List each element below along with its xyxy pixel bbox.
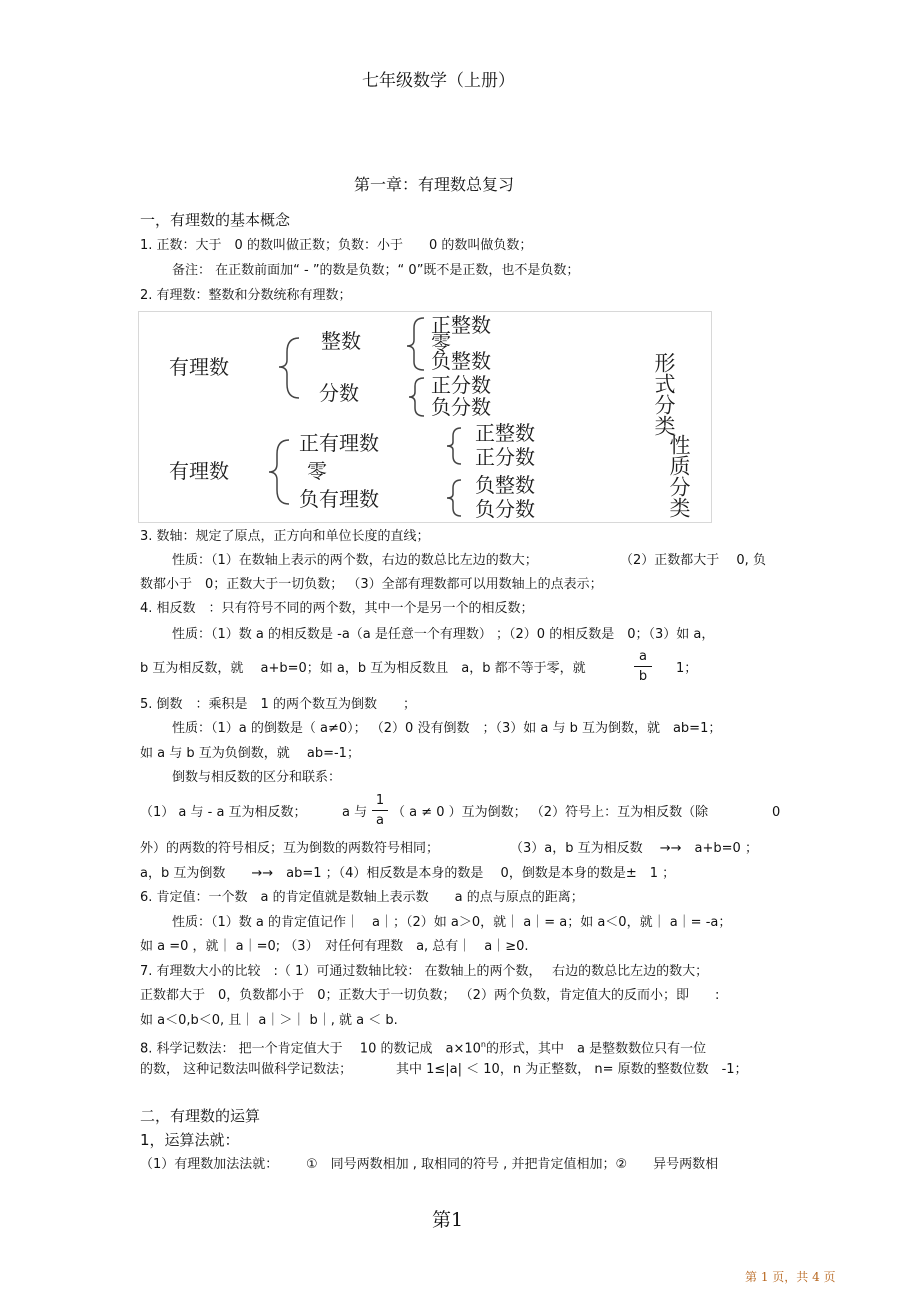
paragraph: 如 a＜0,b＜0, 且｜ a｜＞｜ b｜, 就 a ＜ b. [140, 1013, 398, 1028]
text-run: 的形式，其中 a 是整数数位只有一位 [485, 1041, 707, 1057]
paragraph: （1）有理数加法法就： [140, 1157, 279, 1172]
diagram-zero: 零 [307, 459, 327, 483]
brace [447, 480, 461, 516]
paragraph: a 与 [342, 805, 368, 820]
paragraph: 0 [772, 805, 781, 820]
superscript: n [480, 1040, 486, 1049]
diagram-zero: 零 [431, 331, 451, 355]
paragraph: 5. 倒数 ：乘积是 1 的两个数互为倒数 ； [140, 697, 416, 712]
diagram-negative-integer: 负整数 [431, 349, 491, 373]
diagram-positive-integer: 正整数 [431, 313, 491, 337]
diagram-negative-fraction: 负分数 [431, 395, 491, 419]
diagram-label-nature: 性质分类 [667, 434, 691, 518]
page-footer: 第 1 页，共 4 页 [745, 1270, 836, 1284]
paragraph: 备注： 在正数前面加“ - ”的数是负数；“ 0”既不是正数，也不是负数； [172, 263, 580, 278]
section-heading: 二，有理数的运算 [140, 1107, 261, 1125]
diagram-negative-integer: 负整数 [475, 473, 535, 497]
diagram-root-nature: 有理数 [169, 459, 229, 483]
paragraph: 1. 正数：大于 0 的数叫做正数；负数：小于 0 的数叫做负数； [140, 238, 533, 253]
paragraph: 如 a 与 b 互为负倒数，就 ab=-1； [140, 746, 360, 761]
page-title: 七年级数学（上册） [362, 71, 515, 91]
paragraph: （ a ≠ 0 ）互为倒数； （2）符号上：互为相反数（除 [392, 805, 709, 820]
diagram-positive-integer: 正整数 [475, 421, 535, 445]
diagram-integer: 整数 [321, 329, 361, 353]
fraction-a-over-b [634, 648, 652, 687]
paragraph: 6. 肯定值：一个数 a 的肯定值就是数轴上表示数 a 的点与原点的距离； [140, 890, 584, 905]
diagram-positive-rational: 正有理数 [299, 431, 379, 455]
paragraph: （2）正数都大于 0, 负 [620, 553, 766, 568]
paragraph: 3. 数轴：规定了原点，正方向和单位长度的直线； [140, 529, 430, 544]
paragraph: 2. 有理数：整数和分数统称有理数； [140, 288, 352, 303]
paragraph: 如 a =0 ，就｜ a｜=0; （3） 对任何有理数 a, 总有｜ a｜≥0. [140, 939, 529, 954]
paragraph: 数都小于 0；正数大于一切负数； （3）全部有理数都可以用数轴上的点表示； [140, 577, 603, 592]
diagram-label-form: 形式分类 [652, 352, 676, 436]
diagram-positive-fraction: 正分数 [475, 445, 535, 469]
paragraph: 7. 有理数大小的比较 :（ 1）可通过数轴比较： 在数轴上的两个数， 右边的数总比左边的数大； [140, 964, 709, 979]
paragraph: 外）的两数的符号相反；互为倒数的两数符号相同； [140, 841, 440, 856]
paragraph: 正数都大于 0，负数都小于 0；正数大于一切负数； （2）两个负数，肯定值大的反而小；即 : [140, 988, 720, 1003]
page-number-label: 第1 [432, 1209, 464, 1231]
diagram-positive-fraction: 正分数 [431, 373, 491, 397]
paragraph: 性质：（1）a 的倒数是（ a≠0）； （2）0 没有倒数 ；（3）如 a 与 b 互为倒数，就 ab=1； [172, 721, 722, 736]
brace [279, 338, 299, 398]
paragraph [140, 1036, 706, 1058]
paragraph: （1） a 与 - a 互为相反数； [140, 805, 307, 820]
rational-number-classification-diagram [138, 311, 712, 523]
subsection-heading: 1，运算法就： [140, 1131, 240, 1149]
paragraph: 性质：（1）在数轴上表示的两个数，右边的数总比左边的数大； [172, 553, 538, 568]
text-run: 8. 科学记数法： 把一个肯定值大于 10 的数记成 a×10 [140, 1041, 481, 1057]
paragraph: 1； [676, 661, 698, 676]
paragraph: （3）a，b 互为相反数 →→ a+b=0 ； [510, 841, 758, 856]
brace [269, 440, 289, 504]
diagram-negative-fraction: 负分数 [475, 497, 535, 521]
fraction-denominator: b [634, 666, 652, 687]
paragraph: 性质：（1）数 a 的相反数是 -a（a 是任意一个有理数） ；（2）0 的相反数是 0；（3）如 a， [172, 627, 715, 642]
paragraph: b 互为相反数，就 a+b=0；如 a，b 互为相反数且 a，b 都不等于零，就 [140, 661, 586, 676]
paragraph: 倒数与相反数的区分和联系： [172, 770, 342, 785]
paragraph: a，b 互为倒数 →→ ab=1 ；（4）相反数是本身的数是 0，倒数是本身的数是± 1 ； [140, 866, 676, 881]
section-heading: 一，有理数的基本概念 [140, 211, 291, 229]
brace [407, 318, 424, 370]
fraction-1-over-a [372, 792, 388, 831]
diagram-negative-rational: 负有理数 [299, 487, 379, 511]
brace [409, 378, 424, 416]
diagram-root-form: 有理数 [169, 355, 229, 379]
chapter-title: 第一章：有理数总复习 [354, 175, 515, 194]
fraction-numerator: a [639, 649, 647, 664]
fraction-denominator: a [372, 810, 388, 831]
paragraph: 性质：（1）数 a 的肯定值记作｜ a｜；（2）如 a＞0，就｜ a｜= a；如 a＜0，就｜ a｜= -a； [172, 915, 732, 930]
paragraph: 的数， 这种记数法叫做科学记数法； [140, 1062, 353, 1077]
diagram-fraction: 分数 [319, 381, 359, 405]
paragraph: ① 同号两数相加 , 取相同的符号 , 并把肯定值相加；② 异号两数相 [306, 1157, 719, 1172]
fraction-numerator: 1 [375, 793, 385, 808]
brace [447, 428, 461, 464]
paragraph: 4. 相反数 ：只有符号不同的两个数，其中一个是另一个的相反数； [140, 601, 534, 616]
paragraph: 其中 1≤|a| ＜ 10，n 为正整数， n= 原数的整数位数 -1； [396, 1062, 748, 1077]
